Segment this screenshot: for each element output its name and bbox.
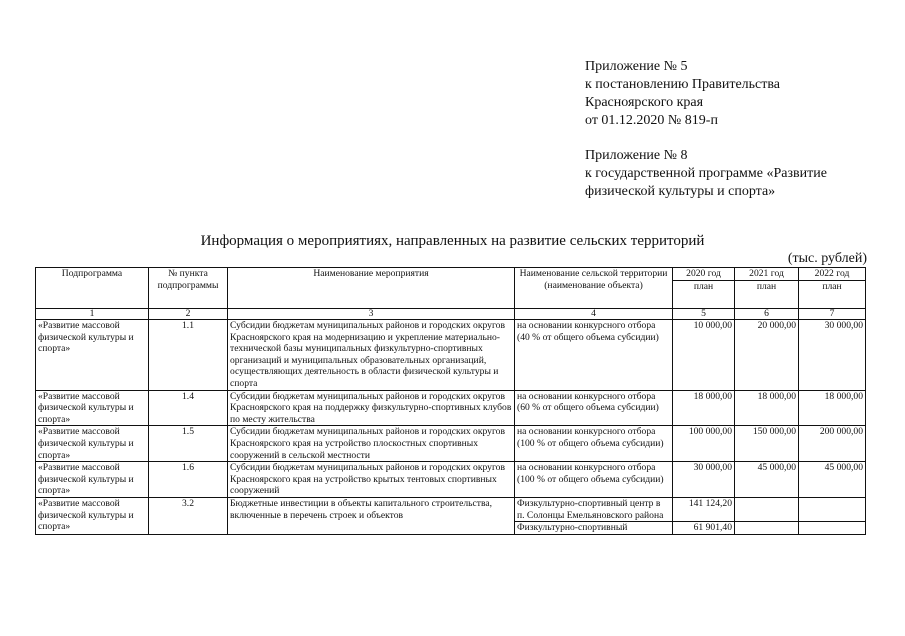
header-year-2021: 2021 год	[735, 268, 799, 281]
column-number: 6	[735, 309, 799, 320]
cell-territory: на основании конкурсного отбора (40 % от общего объема субсидии)	[515, 320, 673, 391]
column-number: 3	[228, 309, 515, 320]
appendix-8-header	[585, 147, 827, 201]
cell-2021-plan	[735, 522, 799, 535]
table-row	[36, 462, 866, 498]
appendix-line: Красноярского края	[585, 95, 704, 110]
appendix-line: к государственной программе «Развитие	[585, 166, 827, 181]
cell-territory: Физкультурно-спортивный центр в п. Солонцы Емельяновского района	[515, 497, 673, 521]
cell-event-name: Субсидии бюджетам муниципальных районов и городских округов Красноярского края на устройство плоскостных спортивных сооружений в сельской местности	[228, 426, 515, 462]
cell-item-number: 1.4	[149, 390, 228, 426]
units-label: (тыс. рублей)	[787, 251, 867, 266]
cell-2021-plan: 20 000,00	[735, 320, 799, 391]
cell-event-name: Субсидии бюджетам муниципальных районов и городских округов Красноярского края на устройство крытых тентовых спортивных сооружений	[228, 462, 515, 498]
cell-territory: на основании конкурсного отбора (100 % от общего объема субсидии)	[515, 462, 673, 498]
column-number: 7	[799, 309, 866, 320]
header-year-2020: 2020 год	[673, 268, 735, 281]
cell-subprogram: «Развитие массовой физической культуры и спорта»	[36, 320, 149, 391]
header-territory: Наименование сельской территории (наименование объекта)	[515, 268, 673, 309]
cell-territory: на основании конкурсного отбора (60 % от общего объема субсидии)	[515, 390, 673, 426]
cell-2020-plan: 30 000,00	[673, 462, 735, 498]
cell-2020-plan: 61 901,40	[673, 522, 735, 535]
appendix-line: Приложение № 5	[585, 59, 688, 74]
column-number: 2	[149, 309, 228, 320]
table-row	[36, 390, 866, 426]
cell-item-number: 1.5	[149, 426, 228, 462]
cell-2020-plan: 10 000,00	[673, 320, 735, 391]
header-plan: план	[735, 281, 799, 309]
cell-subprogram: «Развитие массовой физической культуры и спорта»	[36, 497, 149, 534]
cell-2022-plan: 18 000,00	[799, 390, 866, 426]
column-number: 1	[36, 309, 149, 320]
cell-subprogram: «Развитие массовой физической культуры и спорта»	[36, 426, 149, 462]
appendix-line: физической культуры и спорта»	[585, 184, 776, 199]
cell-2022-plan: 45 000,00	[799, 462, 866, 498]
appendix-5-header	[585, 58, 780, 130]
cell-subprogram: «Развитие массовой физической культуры и спорта»	[36, 462, 149, 498]
cell-item-number: 1.1	[149, 320, 228, 391]
column-number: 5	[673, 309, 735, 320]
cell-item-number: 1.6	[149, 462, 228, 498]
cell-2020-plan: 141 124,20	[673, 497, 735, 521]
appendix-line: от 01.12.2020 № 819-п	[585, 113, 718, 128]
cell-territory: Физкультурно-спортивный	[515, 522, 673, 535]
header-plan: план	[799, 281, 866, 309]
cell-2022-plan: 30 000,00	[799, 320, 866, 391]
cell-2021-plan: 45 000,00	[735, 462, 799, 498]
cell-item-number: 3.2	[149, 497, 228, 534]
cell-2022-plan	[799, 522, 866, 535]
cell-2021-plan: 18 000,00	[735, 390, 799, 426]
cell-territory: на основании конкурсного отбора (100 % от общего объема субсидии)	[515, 426, 673, 462]
table-row	[36, 426, 866, 462]
header-subprogram: Подпрограмма	[36, 268, 149, 309]
cell-event-name: Субсидии бюджетам муниципальных районов и городских округов Красноярского края на поддержку физкультурно-спортивных клубов по месту жительства	[228, 390, 515, 426]
appendix-line: к постановлению Правительства	[585, 77, 781, 92]
cell-2020-plan: 100 000,00	[673, 426, 735, 462]
column-number: 4	[515, 309, 673, 320]
cell-subprogram: «Развитие массовой физической культуры и спорта»	[36, 390, 149, 426]
cell-2021-plan	[735, 497, 799, 521]
events-table	[35, 267, 866, 535]
appendix-line: Приложение № 8	[585, 148, 688, 163]
table-row	[36, 497, 866, 521]
cell-event-name: Субсидии бюджетам муниципальных районов и городских округов Красноярского края на модернизацию и укрепление материально-технической базы муниципальных физкультурно-спортивных организаций и муниципальных образовательных организаций, осуществляющих деятельность в области физической культуры и спорта	[228, 320, 515, 391]
document-title: Информация о мероприятиях, направленных на развитие сельских территорий	[200, 233, 705, 249]
cell-2022-plan: 200 000,00	[799, 426, 866, 462]
cell-event-name: Бюджетные инвестиции в объекты капитального строительства, включенные в перечень строек и объектов	[228, 497, 515, 534]
table-row	[36, 320, 866, 391]
cell-2020-plan: 18 000,00	[673, 390, 735, 426]
cell-2022-plan	[799, 497, 866, 521]
cell-2021-plan: 150 000,00	[735, 426, 799, 462]
header-plan: план	[673, 281, 735, 309]
header-event-name: Наименование мероприятия	[228, 268, 515, 309]
header-item-number: № пункта подпрограммы	[149, 268, 228, 309]
header-year-2022: 2022 год	[799, 268, 866, 281]
